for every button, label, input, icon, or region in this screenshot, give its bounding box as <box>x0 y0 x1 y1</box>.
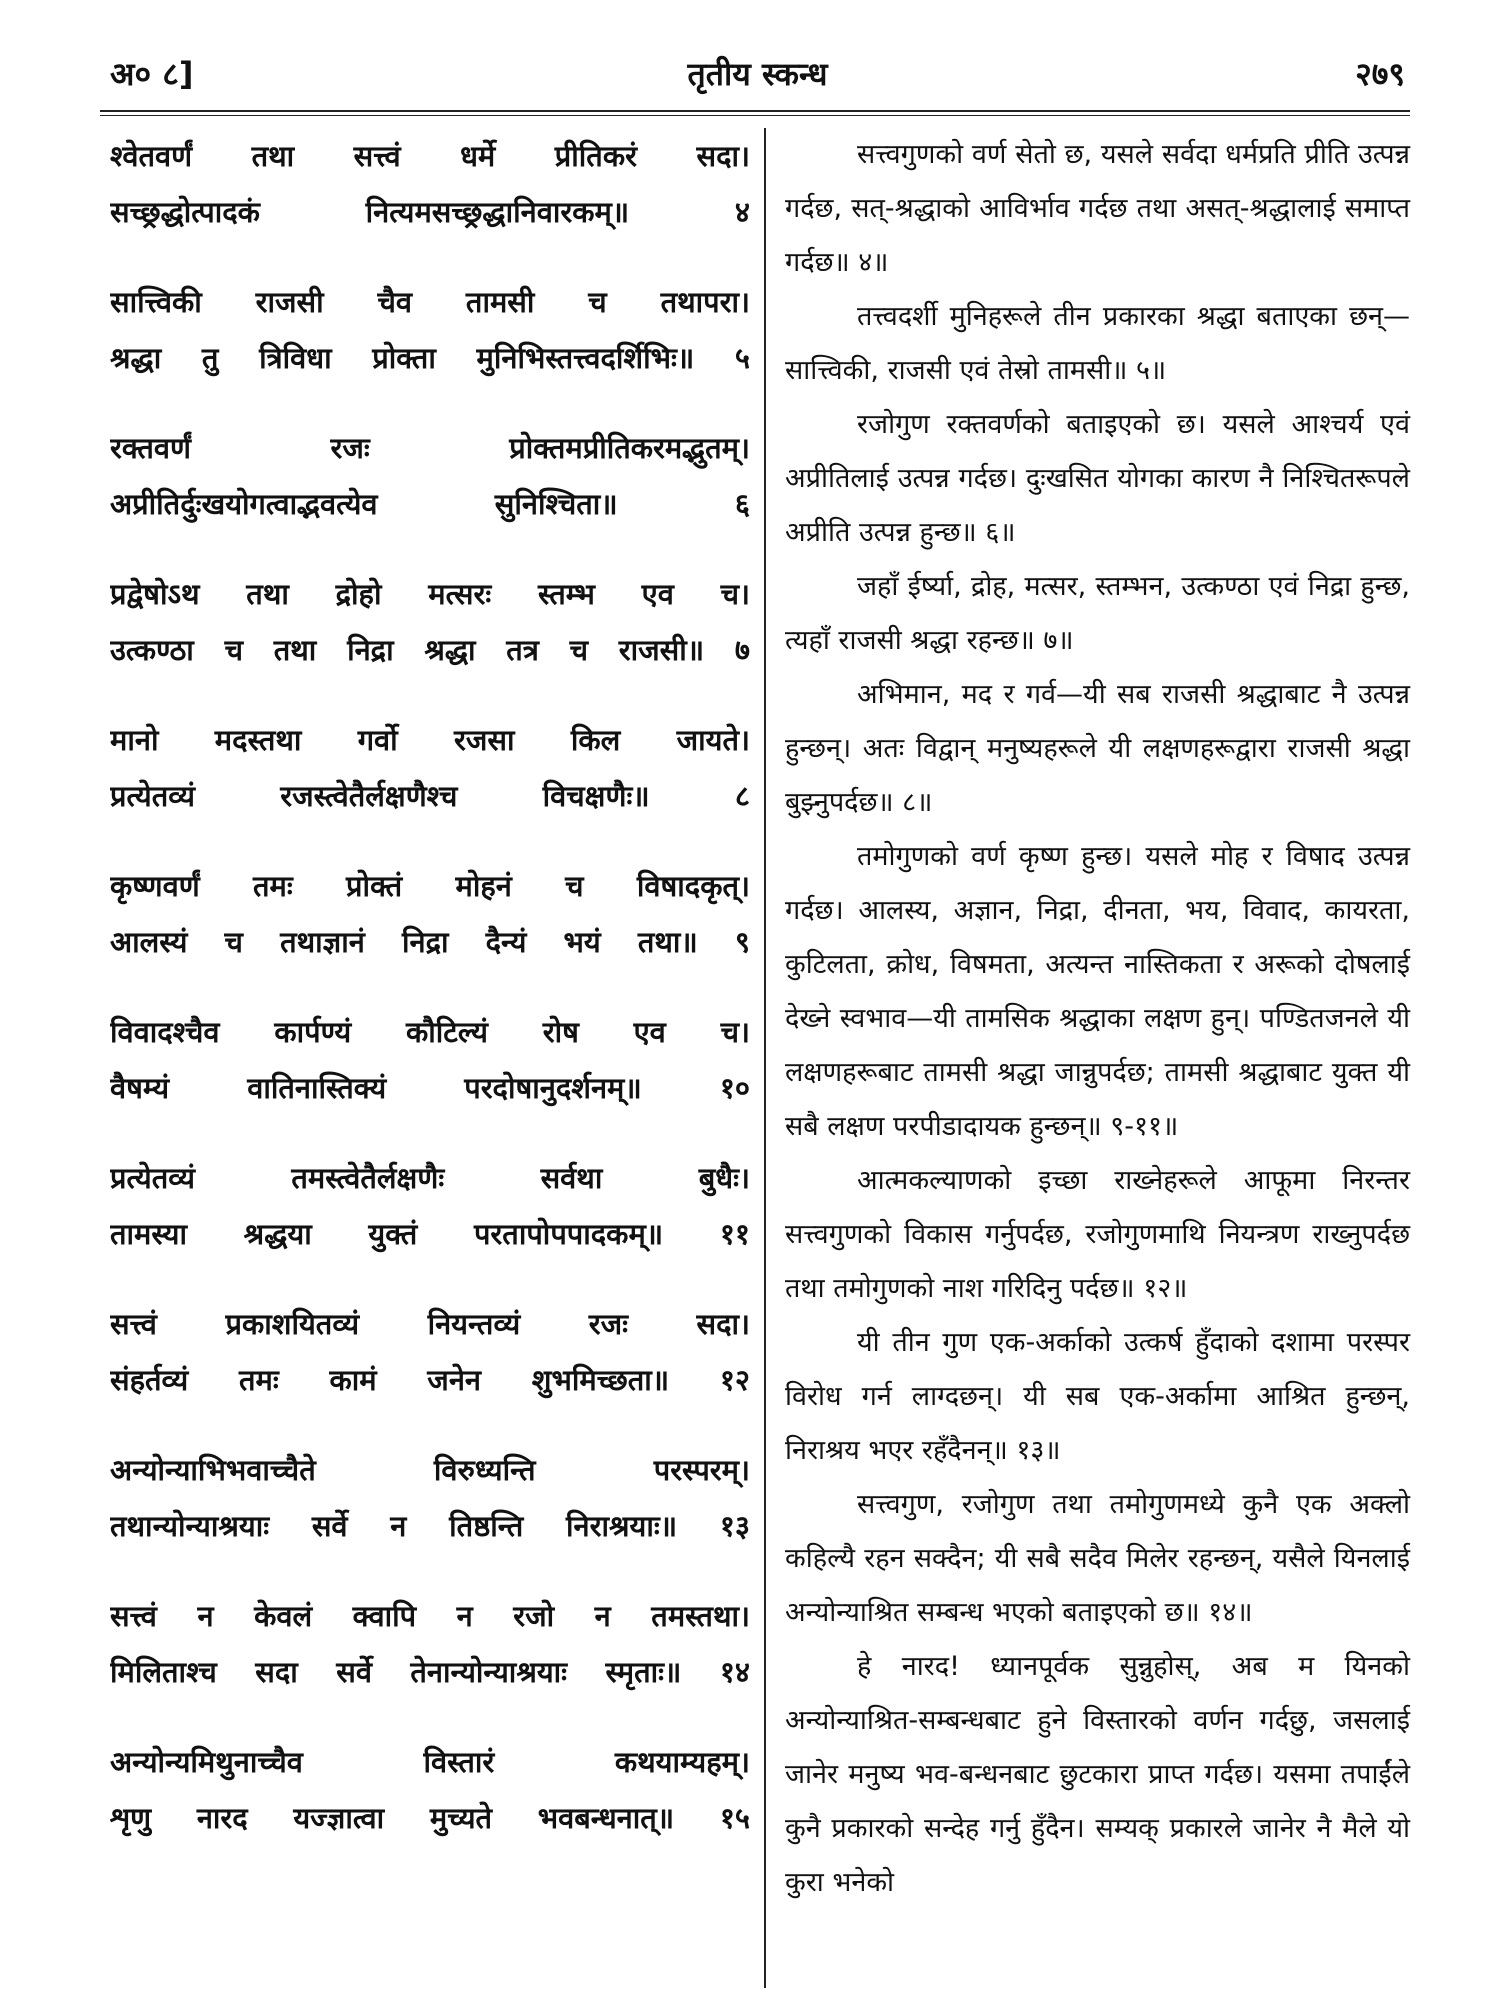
verse-line: कृष्णवर्णं तमः प्रोक्तं मोहनं च विषादकृत्। <box>110 869 750 903</box>
verse-line: आलस्यं च तथाज्ञानं निद्रा दैन्यं भयं तथा॥ ९ <box>110 925 750 959</box>
column-divider <box>764 128 766 1988</box>
verse-line: श्रद्धा तु त्रिविधा प्रोक्ता मुनिभिस्तत्त्वदर्शिभिः॥ ५ <box>110 341 750 375</box>
verse-block <box>110 1296 750 1408</box>
translation-paragraph: अभिमान, मद र गर्व—यी सब राजसी श्रद्धाबाट नै उत्पन्न हुन्छन्। अतः विद्वान् मनुष्यहरूले यी लक्षणहरूद्वारा राजसी श्रद्धा बुझ्नुपर्दछ॥ ८॥ <box>785 679 1410 818</box>
verse-block <box>110 1150 750 1262</box>
verse-line: रक्तवर्णं रजः प्रोक्तमप्रीतिकरमद्भुतम्। <box>110 431 750 465</box>
verse-line: प्रद्वेषोऽथ तथा द्रोहो मत्सरः स्तम्भ एव च। <box>110 577 750 611</box>
translation-paragraph: हे नारद! ध्यानपूर्वक सुन्नुहोस्, अब म यिनको अन्योन्याश्रित-सम्बन्धबाट हुने विस्तारको वर्णन गर्दछु, जसलाई जानेर मनुष्य भव-बन्धनबाट छुटकारा प्राप्त गर्दछ। यसमा तपाईंले कुनै प्रकारको सन्देह गर्नु हुँदैन। सम्यक् प्रकारले जानेर नै मैले यो कुरा भनेको <box>785 1651 1410 1898</box>
verse-block <box>110 712 750 824</box>
verse-line: तामस्या श्रद्धया युक्तं परतापोपपादकम्॥ ११ <box>110 1217 750 1251</box>
verse-line: प्रत्येतव्यं तमस्त्वेतैर्लक्षणैः सर्वथा बुधैः। <box>110 1161 750 1195</box>
verse-line: शृणु नारद यज्ज्ञात्वा मुच्यते भवबन्धनात्॥ १५ <box>110 1801 750 1835</box>
verse-block <box>110 858 750 970</box>
verse-line: उत्कण्ठा च तथा निद्रा श्रद्धा तत्र च राजसी॥ ७ <box>110 633 750 667</box>
page-number: २७९ <box>1355 55 1405 93</box>
verse-block <box>110 420 750 532</box>
verse-line: मानो मदस्तथा गर्वो रजसा किल जायते। <box>110 723 750 757</box>
verse-line: सत्त्वं न केवलं क्वापि न रजो न तमस्तथा। <box>110 1599 750 1633</box>
verse-line: वैषम्यं वातिनास्तिक्यं परदोषानुदर्शनम्॥ १० <box>110 1071 750 1105</box>
header-rule <box>100 110 1410 116</box>
chapter-label: अ० ८] <box>110 55 194 93</box>
verse-line: मिलिताश्च सदा सर्वे तेनान्योन्याश्रयाः स्मृताः॥ १४ <box>110 1655 750 1689</box>
verse-line: अन्योन्यमिथुनाच्चैव विस्तारं कथयाम्यहम्। <box>110 1745 750 1779</box>
translation-paragraph: सत्त्वगुण, रजोगुण तथा तमोगुणमध्ये कुनै एक अक्लो कहिल्यै रहन सक्दैन; यी सबै सदैव मिलेर रहन्छन्, यसैले यिनलाई अन्योन्याश्रित सम्बन्ध भएको बताइएको छ॥ १४॥ <box>785 1489 1410 1628</box>
nepali-translation-column <box>785 128 1410 1910</box>
translation-paragraph: रजोगुण रक्तवर्णको बताइएको छ। यसले आश्चर्य एवं अप्रीतिलाई उत्पन्न गर्दछ। दुःखसित योगका कारण नै निश्चितरूपले अप्रीति उत्पन्न हुन्छ॥ ६॥ <box>785 409 1410 548</box>
verse-line: प्रत्येतव्यं रजस्त्वेतैर्लक्षणैश्च विचक्षणैः॥ ८ <box>110 779 750 813</box>
verse-line: संहर्तव्यं तमः कामं जनेन शुभमिच्छता॥ १२ <box>110 1363 750 1397</box>
translation-paragraph: यी तीन गुण एक-अर्काको उत्कर्ष हुँदाको दशामा परस्पर विरोध गर्न लाग्दछन्। यी सब एक-अर्कामा आश्रित हुन्छन्, निराश्रय भएर रहँदैनन्॥ १३॥ <box>785 1327 1410 1466</box>
verse-line: विवादश्चैव कार्पण्यं कौटिल्यं रोष एव च। <box>110 1015 750 1049</box>
verse-line: सात्त्विकी राजसी चैव तामसी च तथापरा। <box>110 285 750 319</box>
translation-paragraph: सत्त्वगुणको वर्ण सेतो छ, यसले सर्वदा धर्मप्रति प्रीति उत्पन्न गर्दछ, सत्-श्रद्धाको आविर्भाव गर्दछ तथा असत्-श्रद्धालाई समाप्त गर्दछ॥ ४॥ <box>785 139 1410 278</box>
book-title: तृतीय स्कन्ध <box>687 55 828 93</box>
verse-block <box>110 274 750 386</box>
verse-line: तथान्योन्याश्रयाः सर्वे न तिष्ठन्ति निराश्रयाः॥ १३ <box>110 1509 750 1543</box>
verse-block <box>110 1004 750 1116</box>
verse-line: श्वेतवर्णं तथा सत्त्वं धर्मे प्रीतिकरं सदा। <box>110 139 750 173</box>
verse-line: सच्छ्रद्धोत्पादकं नित्यमसच्छ्रद्धानिवारकम्॥ ४ <box>110 195 750 229</box>
verse-block <box>110 1442 750 1554</box>
translation-paragraph: तत्त्वदर्शी मुनिहरूले तीन प्रकारका श्रद्धा बताएका छन्—सात्त्विकी, राजसी एवं तेस्रो तामसी॥ ५॥ <box>785 301 1410 386</box>
verse-block <box>110 1734 750 1846</box>
translation-paragraph: तमोगुणको वर्ण कृष्ण हुन्छ। यसले मोह र विषाद उत्पन्न गर्दछ। आलस्य, अज्ञान, निद्रा, दीनता, भय, विवाद, कायरता, कुटिलता, क्रोध, विषमता, अत्यन्त नास्तिकता र अरूको दोषलाई देख्ने स्वभाव—यी तामसिक श्रद्धाका लक्षण हुन्। पण्डितजनले यी लक्षणहरूबाट तामसी श्रद्धा जान्नुपर्दछ; तामसी श्रद्धाबाट युक्त यी सबै लक्षण परपीडादायक हुन्छन्॥ ९-११॥ <box>785 841 1410 1142</box>
translation-paragraph: जहाँ ईर्ष्या, द्रोह, मत्सर, स्तम्भन, उत्कण्ठा एवं निद्रा हुन्छ, त्यहाँ राजसी श्रद्धा रहन्छ॥ ७॥ <box>785 571 1410 656</box>
verse-line: अप्रीतिर्दुःखयोगत्वाद्भवत्येव सुनिश्चिता॥ ६ <box>110 487 750 521</box>
verse-line: सत्त्वं प्रकाशयितव्यं नियन्तव्यं रजः सदा। <box>110 1307 750 1341</box>
verse-block <box>110 1588 750 1700</box>
verse-line: अन्योन्याभिभवाच्चैते विरुध्यन्ति परस्परम्। <box>110 1453 750 1487</box>
sanskrit-verses-column <box>110 128 750 1880</box>
translation-paragraph: आत्मकल्याणको इच्छा राख्नेहरूले आफूमा निरन्तर सत्त्वगुणको विकास गर्नुपर्दछ, रजोगुणमाथि नियन्त्रण राख्नुपर्दछ तथा तमोगुणको नाश गरिदिनु पर्दछ॥ १२॥ <box>785 1165 1410 1304</box>
page-header <box>110 52 1405 104</box>
verse-block <box>110 128 750 240</box>
verse-block <box>110 566 750 678</box>
